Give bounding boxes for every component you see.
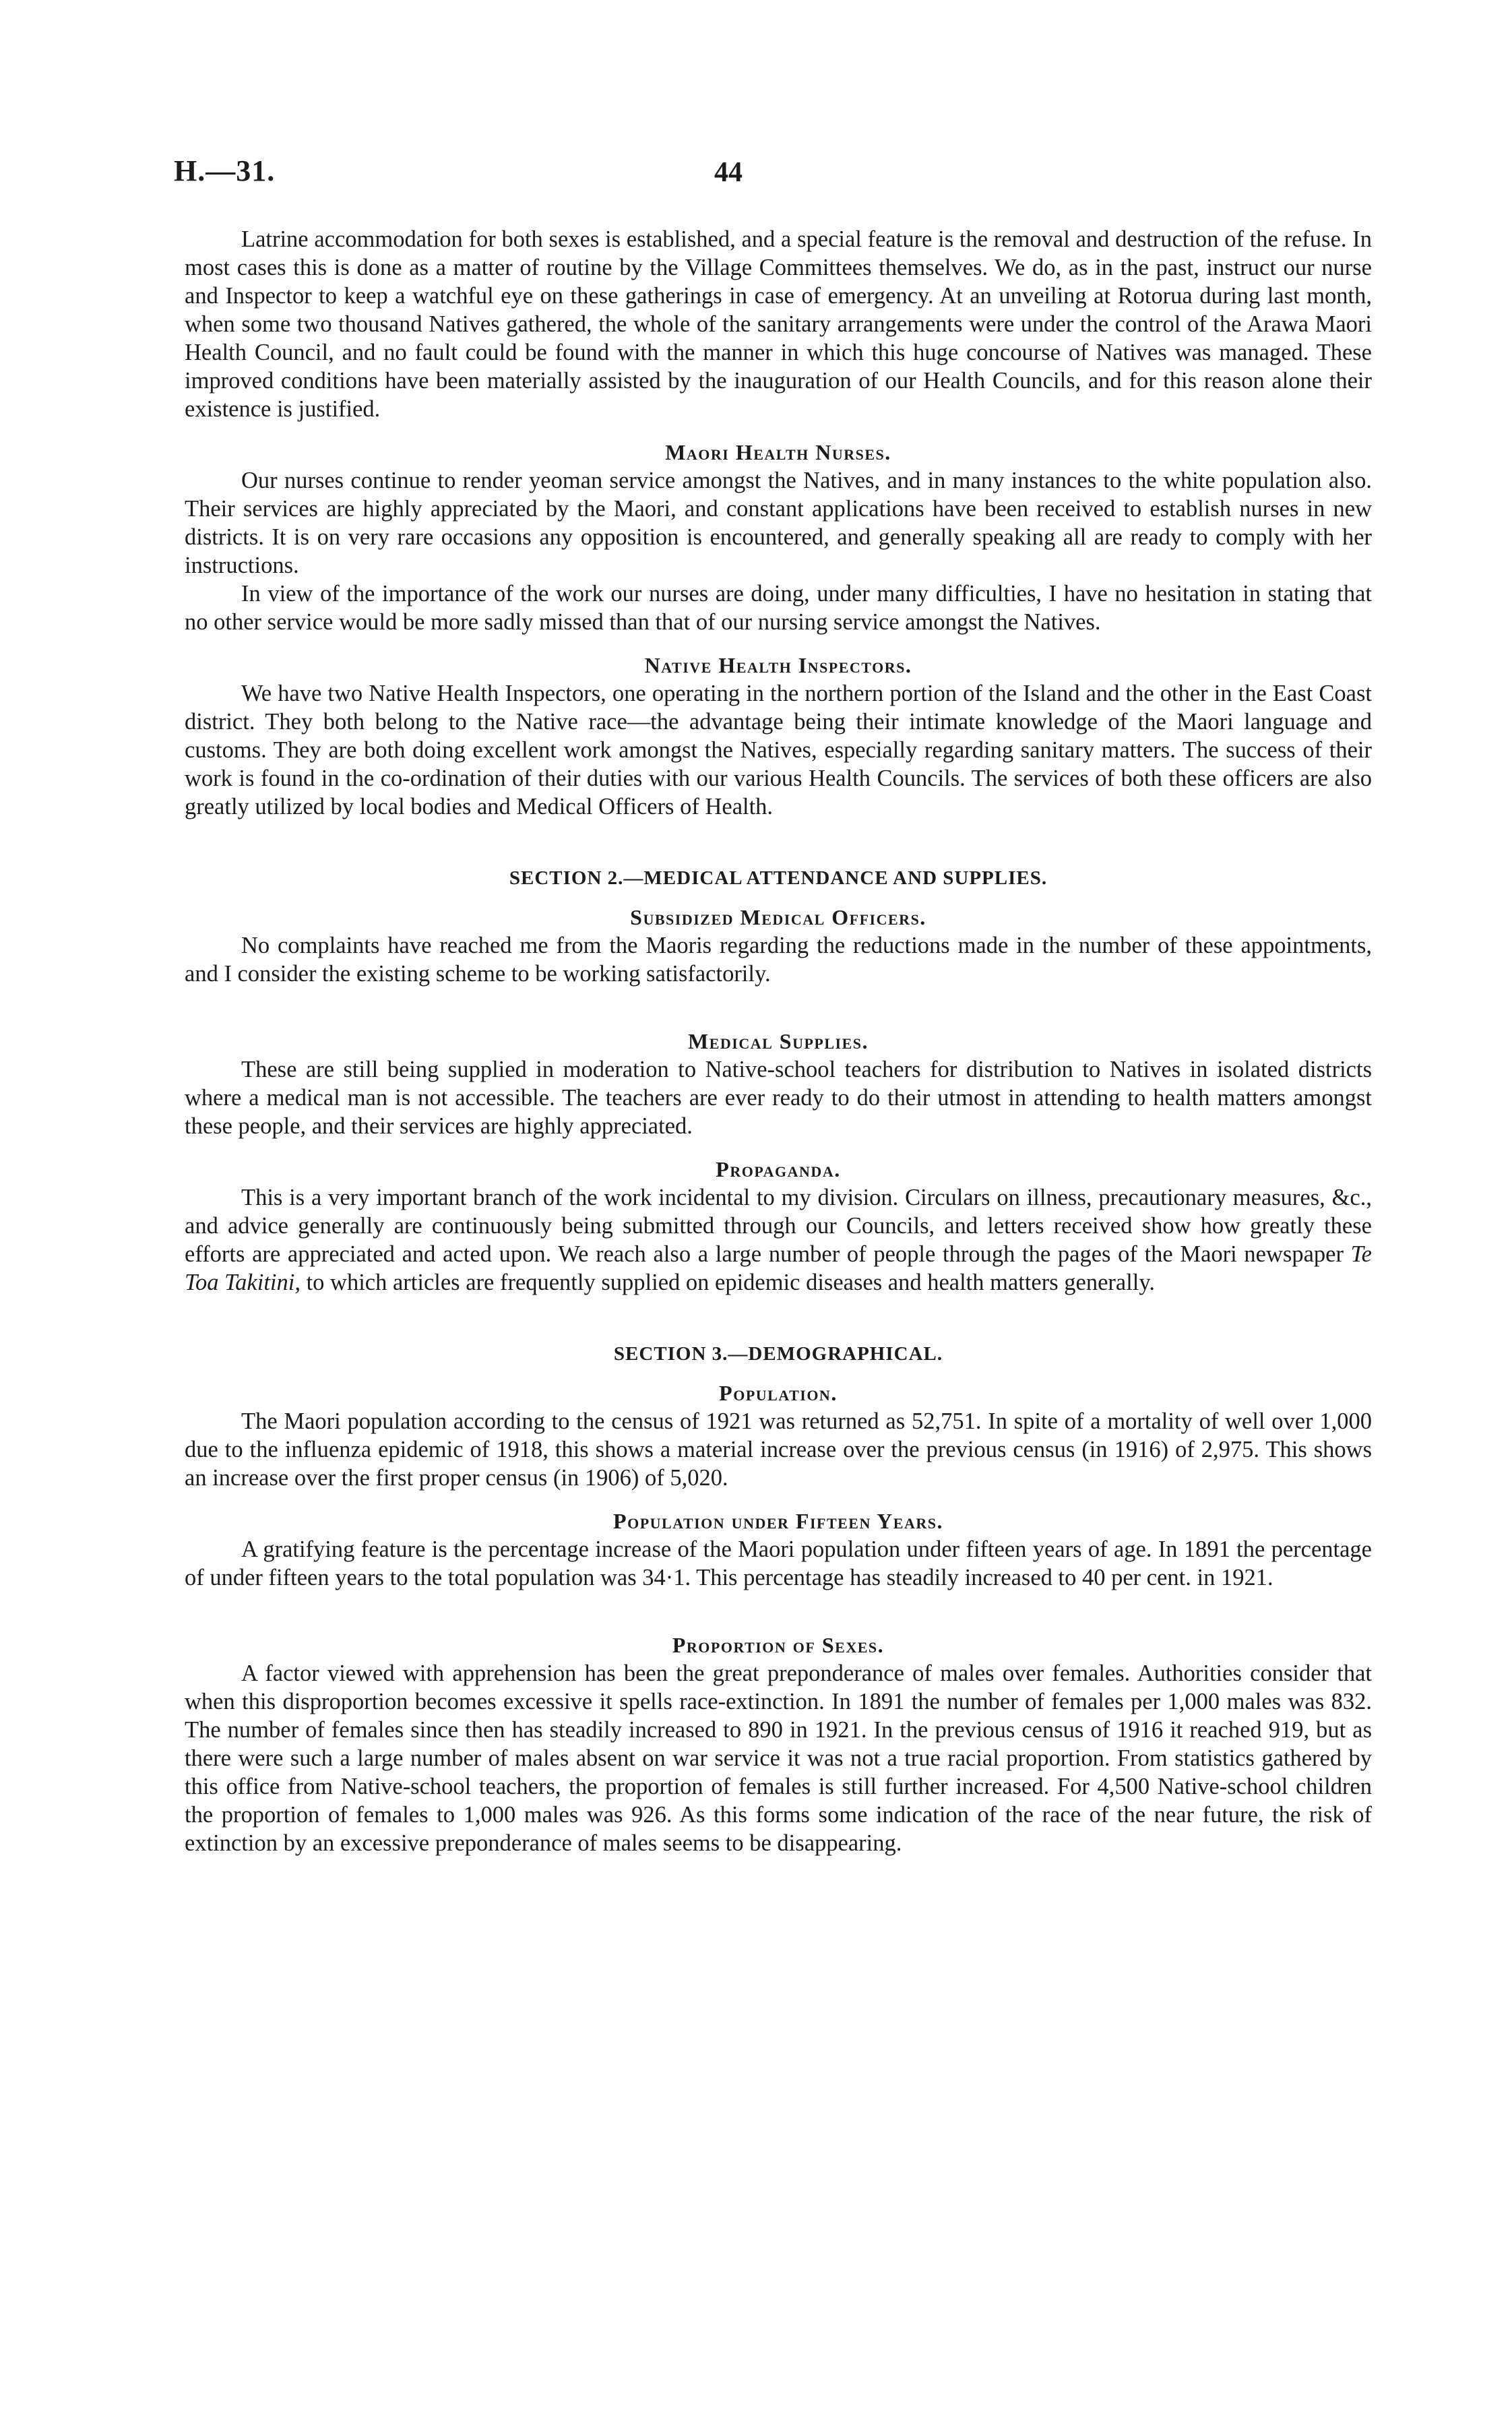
heading-medical-supplies: Medical Supplies. (688, 1029, 869, 1053)
heading-population: Population. (719, 1381, 838, 1405)
heading-propaganda: Propaganda. (716, 1157, 841, 1181)
subsidized-paragraph: No complaints have reached me from the Maoris regarding the reductions made in the number of these appointments, and I consider the existing scheme to be working satisfactorily. (185, 933, 1372, 987)
heading-maori-health-nurses: Maori Health Nurses. (665, 440, 891, 464)
intro-paragraph: Latrine accommodation for both sexes is established, and a special feature is the removal and destruction of the refuse. In most cases this is done as a matter of routine by the Village Committees themselves. We do, as in the past, instruct our nurse and Inspector to keep a watchful eye on these gatherings in case of emergency. At an unveiling at Rotorua during last month, when some two thousand Natives gathered, the whole of the sanitary arrangements were under the control of the Arawa Maori Health Council, and no fault could be found with the manner in which this huge concourse of Natives was managed. These improved conditions have been materially assisted by the inauguration of our Health Councils, and for this reason alone their existence is justified. (185, 226, 1372, 422)
section-2-heading: SECTION 2.—MEDICAL ATTENDANCE AND SUPPLIES. (509, 867, 1048, 889)
heading-native-health-inspectors: Native Health Inspectors. (644, 653, 912, 677)
propaganda-text-a: This is a very important branch of the work incidental to my division. Circulars on illness, precautionary measures, &c., and advice generally are continuously being submitted through our Councils, and letters received show how greatly these efforts are appreciated and acted upon. We reach also a large number of people through the pages of the Maori newspaper (185, 1185, 1372, 1267)
page-number: 44 (714, 157, 743, 188)
heading-population-under-fifteen: Population under Fifteen Years. (613, 1509, 943, 1533)
sexes-paragraph: A factor viewed with apprehension has been the great preponderance of males over females. Authorities consider that when this disproportion becomes excessive it spells race-extinction. In 1891 the number of females per 1,000 males was 832. The number of females since then has steadily increased to 890 in 1921. In the previous census of 1916 it reached 919, but as there were such a large number of males absent on war service it was not a true racial proportion. From statistics gathered by this office from Native-school teachers, the proportion of females is still further increased. For 4,500 Native-school children the proportion of females to 1,000 males was 926. As this forms some indication of the race of the near future, the risk of extinction by an excessive preponderance of males seems to be disappearing. (185, 1661, 1372, 1856)
heading-proportion-of-sexes: Proportion of Sexes. (672, 1633, 885, 1657)
nurses-paragraph-2: In view of the importance of the work our nurses are doing, under many difficulties, I have no hesitation in stating that no other service would be more sadly missed than that of our nursing service amongst the Natives. (185, 581, 1372, 635)
under-fifteen-paragraph: A gratifying feature is the percentage increase of the Maori population under fifteen years of age. In 1891 the percentage of under fifteen years to the total population was 34·1. This percentage has steadily increased to 40 per cent. in 1921. (185, 1537, 1372, 1590)
paper-id: H.—31. (174, 154, 276, 187)
inspectors-paragraph: We have two Native Health Inspectors, one operating in the northern portion of the Island and the other in the East Coast district. They both belong to the Native race—the advantage being their intimate knowledge of the Maori language and customs. They are both doing excellent work amongst the Natives, especially regarding sanitary matters. The success of their work is found in the co-ordination of their duties with our various Health Councils. The services of both these officers are also greatly utilized by local bodies and Medical Officers of Health. (185, 681, 1372, 819)
newspaper-title: Te Toa Takitini, (185, 1241, 1372, 1295)
heading-subsidized-medical-officers: Subsidized Medical Officers. (630, 905, 926, 929)
population-paragraph: The Maori population according to the census of 1921 was returned as 52,751. In spite of a mortality of well over 1,000 due to the influenza epidemic of 1918, this shows a material increase over the previous census (in 1916) of 2,975. This shows an increase over the first proper census (in 1906) of 5,020. (185, 1408, 1372, 1491)
propaganda-text-b: to which articles are frequently supplied on epidemic diseases and health matters generally. (300, 1270, 1156, 1295)
supplies-paragraph: These are still being supplied in moderation to Native-school teachers for distribution to Natives in isolated districts where a medical man is not accessible. The teachers are ever ready to do their utmost in attending to health matters amongst these people, and their services are highly appreciated. (185, 1057, 1372, 1139)
nurses-paragraph-1: Our nurses continue to render yeoman service amongst the Natives, and in many instances to the white population also. Their services are highly appreciated by the Maori, and constant applications have been received to establish nurses in new districts. It is on very rare occasions any opposition is encountered, and generally speaking all are ready to comply with her instructions. (185, 468, 1372, 578)
body-text (185, 225, 1372, 1857)
propaganda-paragraph (185, 1183, 1372, 1297)
section-3-heading: SECTION 3.—DEMOGRAPHICAL. (613, 1343, 943, 1365)
